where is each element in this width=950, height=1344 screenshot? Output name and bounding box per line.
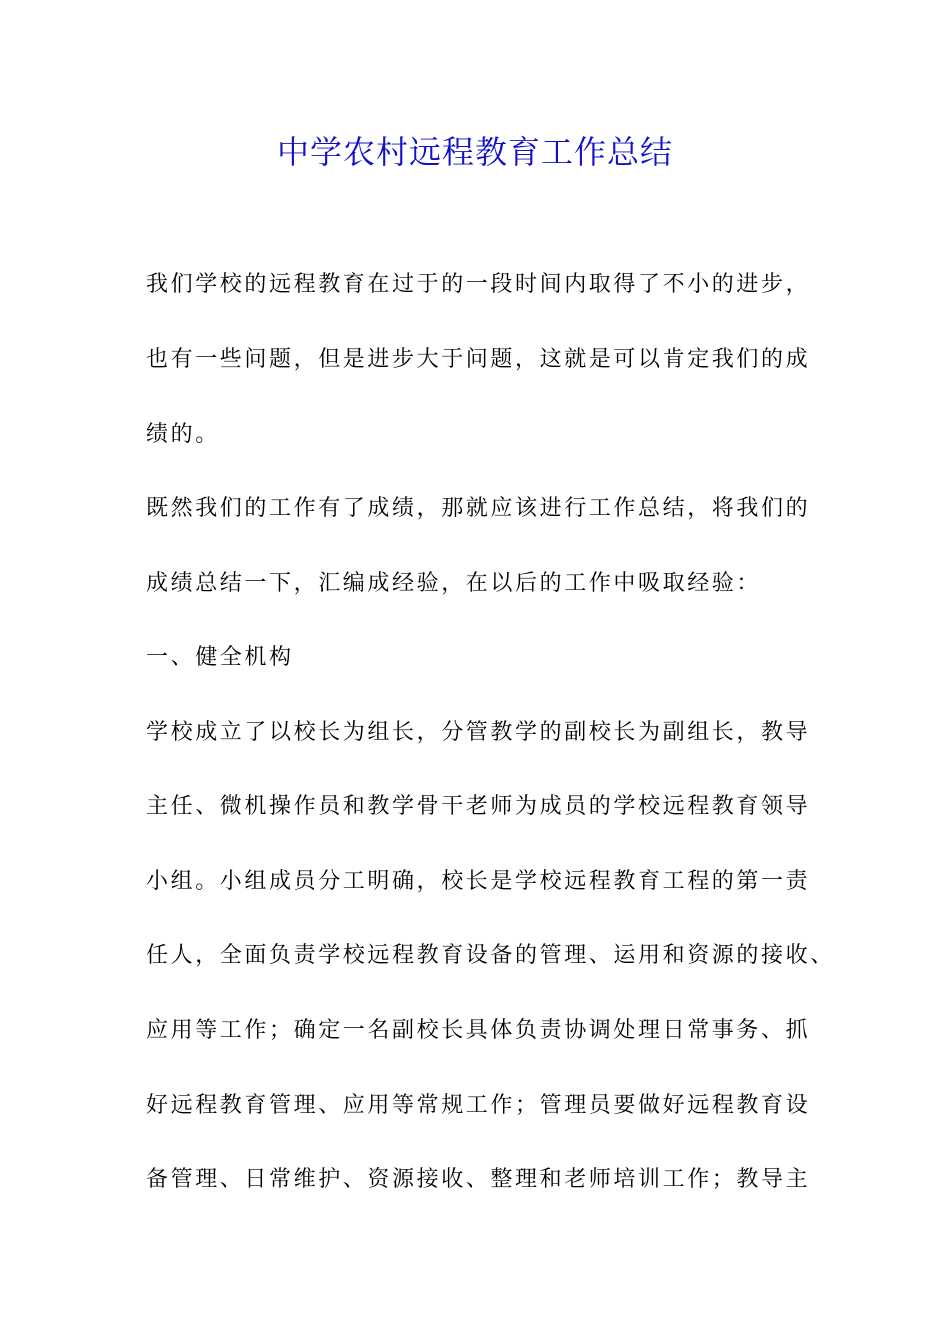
body-line-10: 任人，全面负责学校远程教育设备的管理、运用和资源的接收、 [146, 943, 835, 968]
body-line-5: 成绩总结一下，汇编成经验，在以后的工作中吸取经验： [146, 571, 762, 596]
body-line-12: 好远程教育管理、应用等常规工作；管理员要做好远程教育设 [146, 1093, 811, 1118]
body-line-4: 既然我们的工作有了成绩，那就应该进行工作总结，将我们的 [146, 496, 811, 521]
document-title: 中学农村远程教育工作总结 [276, 133, 673, 171]
body-line-11: 应用等工作；确定一名副校长具体负责协调处理日常事务、抓 [146, 1018, 811, 1043]
section-heading-1: 一、健全机构 [146, 645, 294, 670]
body-line-2: 也有一些问题，但是进步大于问题，这就是可以肯定我们的成 [146, 347, 811, 372]
body-line-9: 小组。小组成员分工明确，校长是学校远程教育工程的第一责 [146, 869, 811, 894]
body-line-8: 主任、微机操作员和教学骨干老师为成员的学校远程教育领导 [146, 794, 811, 819]
body-line-3: 绩的。 [146, 422, 220, 447]
body-line-1: 我们学校的远程教育在过于的一段时间内取得了不小的进步， [146, 272, 811, 297]
body-line-7: 学校成立了以校长为组长，分管教学的副校长为副组长，教导 [146, 720, 811, 745]
body-line-13: 备管理、日常维护、资源接收、整理和老师培训工作；教导主 [146, 1167, 811, 1192]
